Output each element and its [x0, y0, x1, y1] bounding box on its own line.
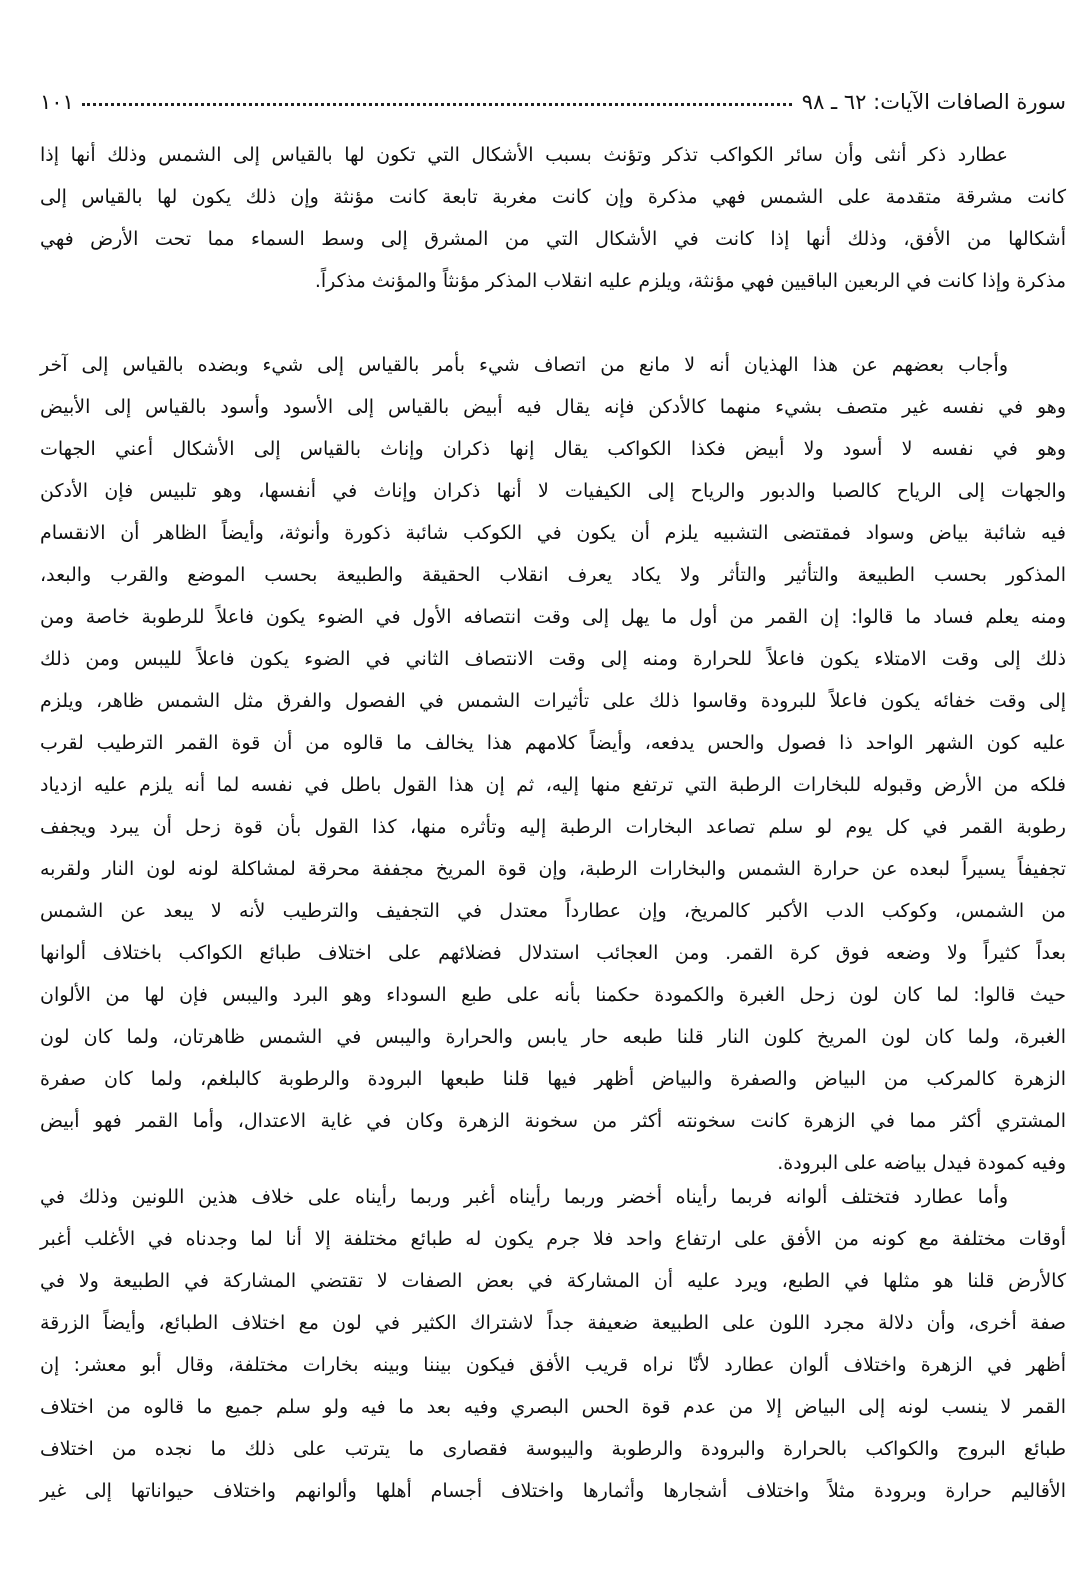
text-line: كالأرض قلنا هو مثلها في الطبع، ويرد عليه أن المشاركة في بعض الصفات لا تقتضي المشاركة في الطبيعة ولا في — [40, 1270, 1066, 1292]
text-line: أوقات مختلفة مع كونه من الأفق على ارتفاع واحد فلا جرم يكون له طبائع مختلفة إلا أنا لما وجدناه في الأغلب أغبر — [40, 1228, 1066, 1250]
text-line: صفة أخرى، وأن دلالة مجرد اللون على الطبيعة ضعيفة جداً لاشتراك الكثير في لون مع اختلاف الطبائع، وأيضاً الزرقة — [40, 1312, 1066, 1334]
paragraph-2 — [40, 344, 1066, 1184]
text-line: القمر لا ينسب لونه إلى البياض إلا من عدم قوة الحس البصري وفيه بعد ما فيه ولو سلم جميع ما قالوه من اختلاف — [40, 1396, 1066, 1418]
text-line: عليه كون الشهر الواحد ذا فصول والحس يدفعه، وأيضاً كلامهم هذا يخالف ما قالوه من أن قوة القمر الترطيب لقرب — [40, 732, 1066, 754]
text-line: الغبرة، ولما كان لون المريخ كلون النار قلنا طبعه حار يابس والحرارة واليبس في الشمس ظاهرتان، ولما كان لون — [40, 1026, 1066, 1048]
text-line: وأما عطارد فتختلف ألوانه فربما رأيناه أخضر وربما رأيناه أغبر وربما رأيناه على خلاف هذين اللونين وذلك في — [40, 1186, 1008, 1208]
paragraph-3 — [40, 1176, 1066, 1512]
text-line: ومنه يعلم فساد ما قالوا: إن القمر من أول ما يهل إلى وقت انتصافه الأول في الضوء يكون فاعلاً للرطوبة خاصة ومن — [40, 606, 1066, 628]
text-line: تجفيفاً يسيراً لبعده عن حرارة الشمس والبخارات الرطبة، وإن قوة المريخ مجففة محرقة لمشاكلة لونه لون النار ولقربه — [40, 858, 1066, 880]
text-line: طبائع البروج والكواكب بالحرارة والبرودة والرطوبة واليبوسة فقصارى ما يترتب على ذلك ما نجده من اختلاف — [40, 1438, 1066, 1460]
text-line: المذكور بحسب الطبيعة والتأثير والتأثر ولا يكاد يعرف انقلاب الحقيقة والطبيعة بحسب الموضع والقرب والبعد، — [40, 564, 1066, 586]
running-header — [40, 80, 1066, 114]
text-line: مذكرة وإذا كانت في الربعين الباقيين فهي مؤنثة، ويلزم عليه انقلاب المذكر مؤنثاً والمؤنث مذكراً. — [314, 270, 1066, 292]
page-number: ١٠١ — [40, 90, 74, 114]
text-line: وفيه كمودة فيدل بياضه على البرودة. — [777, 1152, 1066, 1174]
header-title: سورة الصافات الآيات: ٦٢ ـ ٩٨ — [801, 90, 1066, 114]
text-line: المشتري أكثر مما في الزهرة كانت سخونته أكثر من سخونة الزهرة وكان في غاية الاعتدال، وأما القمر فهو أبيض — [40, 1110, 1066, 1132]
text-line: ذلك إلى وقت الامتلاء يكون فاعلاً للحرارة ومنه إلى وقت الانتصاف الثاني في الضوء يكون فاعلاً لليبس ومن ذلك — [40, 648, 1066, 670]
text-line: إلى وقت خفائه يكون فاعلاً للبرودة وقاسوا ذلك على تأثيرات الشمس في الفصول والفرق مثل الشمس ظاهر، ويلزم — [40, 690, 1066, 712]
text-line: فلكه من الأرض وقبوله للبخارات الرطبة التي ترتفع منها إليه، ثم إن هذا القول باطل في نفسه لما أنه يلزم عليه ازدياد — [40, 774, 1066, 796]
text-line: من الشمس، وكوكب الدب الأكبر كالمريخ، وإن عطارداً معتدل في التجفيف والترطيب لأنه لا يبعد عن الشمس — [40, 900, 1066, 922]
text-line: الأقاليم حرارة وبرودة مثلاً واختلاف أشجارها وأثمارها واختلاف أجسام أهلها وألوانهم واختلاف حيواناتها إلى غير — [40, 1480, 1066, 1502]
header-dot-leader — [82, 102, 792, 106]
text-line: أظهر في الزهرة واختلاف ألوان عطارد لأنّا نراه قريب الأفق فيكون بيننا وبينه بخارات مختلفة، وقال أبو معشر: إن — [40, 1354, 1066, 1376]
text-line: كانت مشرقة متقدمة على الشمس فهي مذكرة وإن كانت مغربة تابعة كانت مؤنثة وإن ذلك يكون لها بالقياس إلى — [40, 186, 1066, 208]
text-line: عطارد ذكر أنثى وأن سائر الكواكب تذكر وتؤنث بسبب الأشكال التي تكون لها بالقياس إلى الشمس وذلك أنها إذا — [40, 144, 1008, 166]
text-line: وهو في نفسه لا أسود ولا أبيض فكذا الكواكب يقال إنها ذكران وإناث بالقياس إلى الأشكال أعني الجهات — [40, 438, 1066, 460]
text-line: فيه شائبة بياض وسواد فمقتضى التشبيه يلزم أن يكون في الكوكب شائبة ذكورة وأنوثة، وأيضاً الظاهر أن الانقسام — [40, 522, 1066, 544]
text-line: وأجاب بعضهم عن هذا الهذيان أنه لا مانع من اتصاف شيء بأمر بالقياس إلى شيء وبضده بالقياس إلى آخر — [40, 354, 1008, 376]
text-line: رطوبة القمر في كل يوم لو سلم تصاعد البخارات الرطبة إليه وتأثره منها، كذا القول بأن قوة زحل أن يبرد ويجفف — [40, 816, 1066, 838]
text-line: وهو في نفسه غير متصف بشيء منهما كالأدكن فإنه يقال فيه أبيض بالقياس إلى الأسود وأسود بالقياس إلى الأبيض — [40, 396, 1066, 418]
text-line: بعداً كثيراً ولا وضعه فوق كرة القمر. ومن العجائب استدلال فضلائهم على اختلاف طبائع الكواكب باختلاف ألوانها — [40, 942, 1066, 964]
text-line: الزهرة كالمركب من البياض والصفرة والبياض أظهر فيها قلنا طبعها البرودة والرطوبة كالبلغم، ولما كان صفرة — [40, 1068, 1066, 1090]
text-line: والجهات إلى الرياح كالصبا والدبور والرياح إلى الكيفيات لا أنها ذكران وإناث في أنفسها، وهو تلبيس فإن الأدكن — [40, 480, 1066, 502]
text-line: حيث قالوا: لما كان لون زحل الغبرة والكمودة حكمنا بأنه على طبع السوداء وهو البرد واليبس فإن لها من الألوان — [40, 984, 1066, 1006]
text-line: أشكالها من الأفق، وذلك أنها إذا كانت في الأشكال التي من المشرق إلى وسط السماء مما تحت الأرض فهي — [40, 228, 1066, 250]
paragraph-1 — [40, 134, 1066, 302]
